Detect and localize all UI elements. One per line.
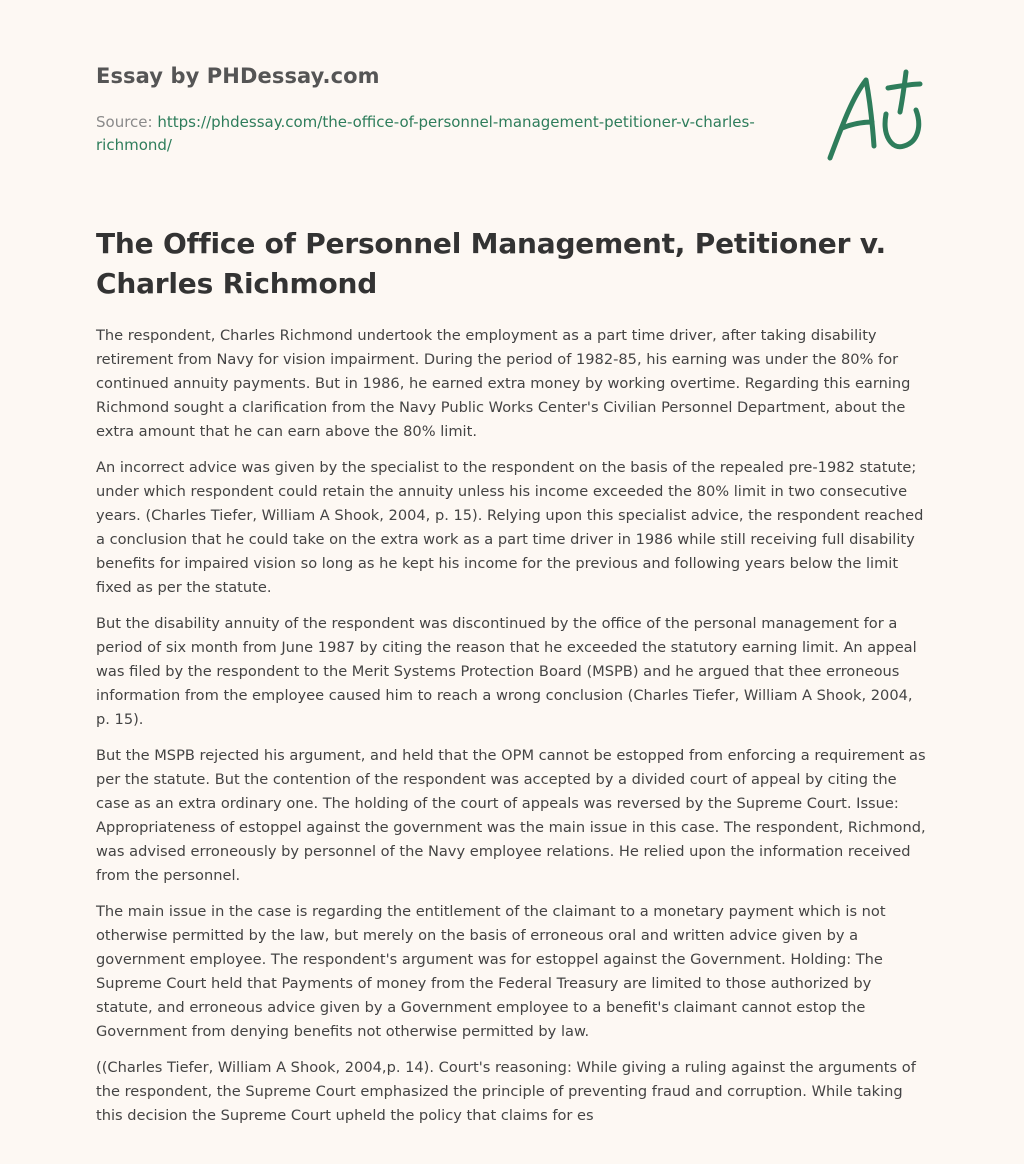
source-line [96, 111, 776, 157]
essay-paragraph: An incorrect advice was given by the specialist to the respondent on the basis of the repealed pre-1982 statute; under which respondent could retain the annuity unless his income exceeded the 80% limit in two consecutive years. (Charles Tiefer, William A Shook, 2004, p. 15). Relying upon this specialist advice, the respondent reached a conclusion that he could take on the extra work as a part time driver in 1986 while still receiving full disability benefits for impaired vision so long as he kept his income for the previous and following years below the limit fixed as per the statute. [96, 459, 924, 596]
essay-paragraph: The main issue in the case is regarding the entitlement of the claimant to a monetary payment which is not otherwise permitted by the law, but merely on the basis of erroneous oral and written advice given by a government employee. The respondent's argument was for estoppel against the Government. Holding: The Supreme Court held that Payments of money from the Federal Treasury are limited to those authorized by statute, and erroneous advice given by a Government employee to a benefit's claimant cannot estop the Government from denying benefits not otherwise permitted by law. [96, 903, 886, 1040]
essay-body [96, 324, 930, 1140]
essay-paragraph: But the MSPB rejected his argument, and held that the OPM cannot be estopped from enforcing a requirement as per the statute. But the contention of the respondent was accepted by a divided court of appeal by citing the case as an extra ordinary one. The holding of the court of appeals was reversed by the Supreme Court. Issue: Appropriateness of estoppel against the government was the main issue in this case. The respondent, Richmond, was advised erroneously by personnel of the Navy employee relations. He relied upon the information received from the personnel. [96, 747, 926, 884]
source-label: Source: [96, 113, 153, 131]
essay-paragraph: The respondent, Charles Richmond undertook the employment as a part time driver, after taking disability retirement from Navy for vision impairment. During the period of 1982-85, his earning was under the 80% for continued annuity payments. But in 1986, he earned extra money by working overtime. Regarding this earning Richmond sought a clarification from the Navy Public Works Center's Civilian Personnel Department, about the extra amount that he can earn above the 80% limit. [96, 327, 911, 440]
essay-paragraph: But the disability annuity of the respondent was discontinued by the office of the personal management for a period of six month from June 1987 by citing the reason that he exceeded the statutory earning limit. An appeal was filed by the respondent to the Merit Systems Protection Board (MSPB) and he argued that thee erroneous information from the employee caused him to reach a wrong conclusion (Charles Tiefer, William A Shook, 2004, p. 15). [96, 615, 917, 728]
source-link[interactable]: https://phdessay.com/the-office-of-personnel-management-petitioner-v-charles-richmond/ [96, 113, 755, 154]
a-plus-logo [822, 66, 926, 166]
essay-paragraph: ((Charles Tiefer, William A Shook, 2004,p. 14). Court's reasoning: While giving a ruling against the arguments of the respondent, the Supreme Court emphasized the principle of preventing fraud and corruption. While taking this decision the Supreme Court upheld the policy that claims for es [96, 1059, 916, 1124]
site-title: Essay by PHDessay.com [96, 64, 380, 88]
essay-title: The Office of Personnel Management, Petitioner v. Charles Richmond [96, 227, 886, 300]
